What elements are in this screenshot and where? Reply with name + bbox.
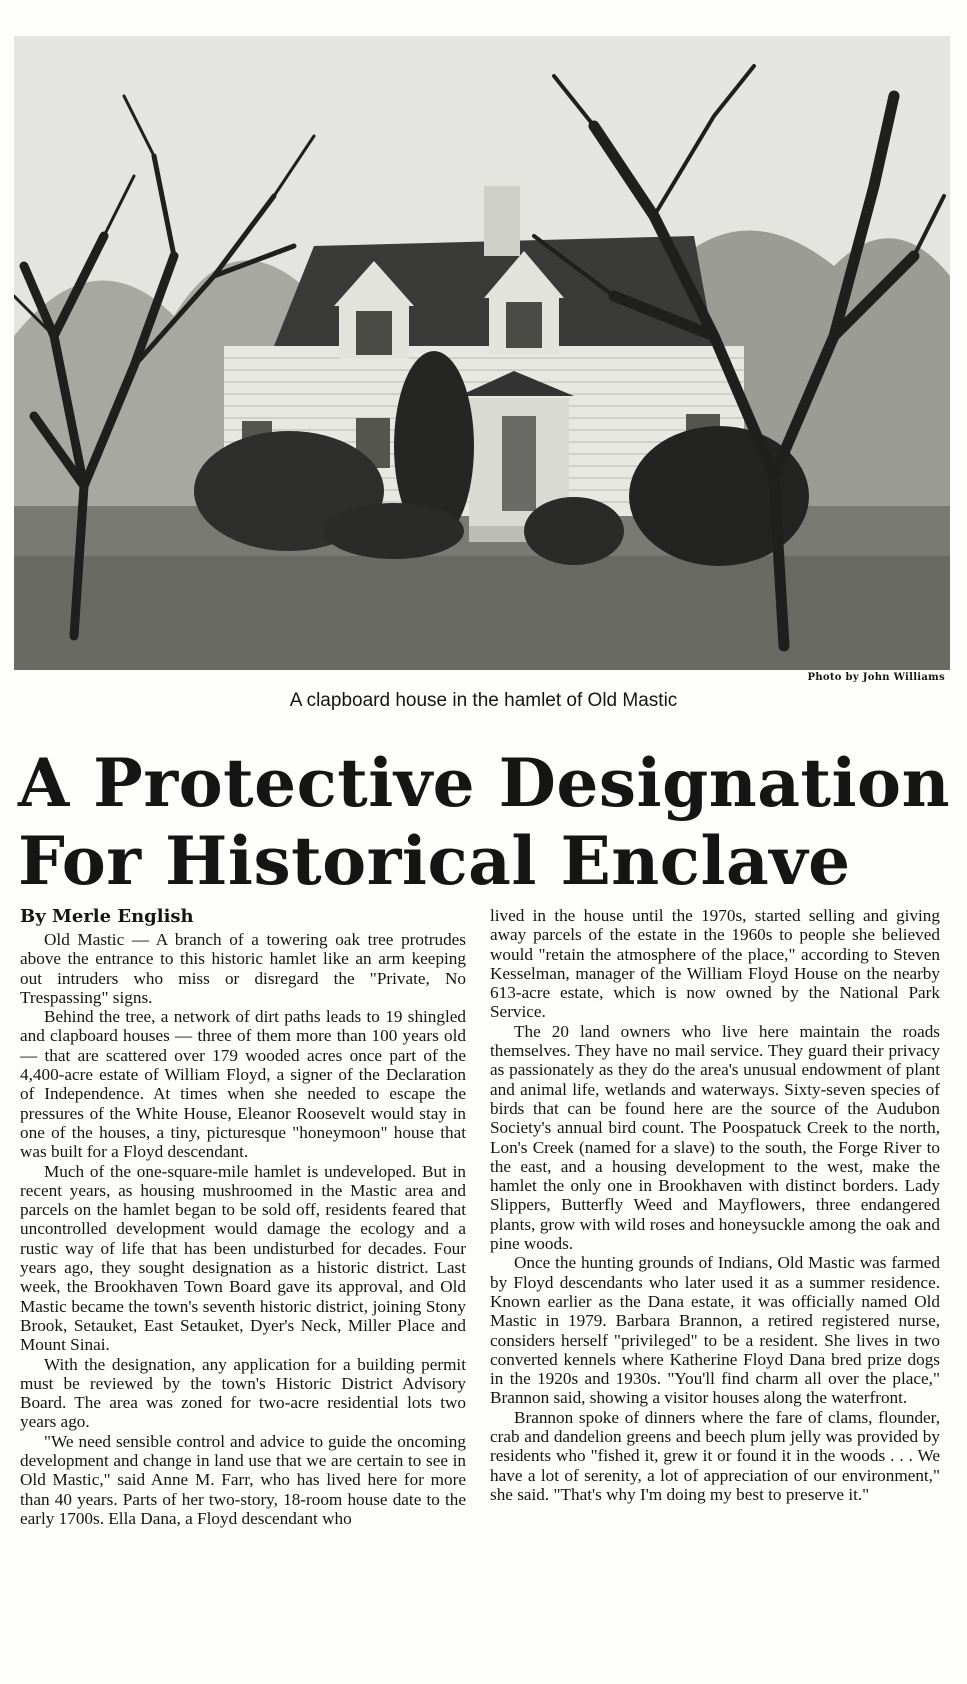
paragraph: Brannon spoke of dinners where the fare of clams, flounder, crab and dandelion greens and beech plum jelly was provided by residents who "fished it, grew it or found it in the woods . . . We have a lot of serenity, a lot of appreciation of our environment," she said. "That's why I'm doing my best to preserve it." — [490, 1407, 940, 1504]
paragraph: Much of the one-square-mile hamlet is undeveloped. But in recent years, as housing mushroomed in the Mastic area and parcels on the hamlet began to be sold off, residents feared that uncontrolled development would damage the ecology and a rustic way of life that has been undisturbed for decades. Four years ago, they sought designation as a historic district. Last week, the Brookhaven Town Board gave its approval, and Old Mastic became the town's seventh historic district, joining Stony Brook, Setauket, East Setauket, Dyer's Neck, Miller Place and Mount Sinai. — [20, 1161, 466, 1355]
paragraph: With the designation, any application for a building permit must be reviewed by the town's Historic District Advisory Board. The area was zoned for two-acre residential lots two years ago. — [20, 1354, 466, 1432]
paragraph: Behind the tree, a network of dirt paths leads to 19 shingled and clapboard houses — three of them more than 100 years old — that are scattered over 179 wooded acres once part of the 4,400-acre estate of William Floyd, a signer of the Declaration of Independence. At times when she needed to escape the pressures of the White House, Eleanor Roosevelt would stay in one of the houses, a tiny, picturesque "honeymoon" house that was built for a Floyd descendant. — [20, 1007, 466, 1162]
byline: By Merle English — [20, 906, 194, 927]
headline — [18, 744, 958, 900]
house-photo — [14, 36, 950, 670]
paragraph: Once the hunting grounds of Indians, Old Mastic was farmed by Floyd descendants who later used it as a summer residence. Known earlier as the Dana estate, it was officially named Old Mastic in 1979. Barbara Brannon, a retired registered nurse, considers herself "privileged" to be a resident. She lives in two converted kennels where Katherine Floyd Dana bred prize dogs in the 1920s and 1930s. "You'll find charm all over the place," Brannon said, showing a visitor houses along the waterfront. — [490, 1253, 940, 1408]
paragraph: The 20 land owners who live here maintain the roads themselves. They have no mail service. They guard their privacy as passionately as they do the area's unusual endowment of plant and animal life, wetlands and waterways. Sixty-seven species of birds that can be found here are the source of the Audubon Society's annual bird count. The Poospatuck Creek to the north, Lon's Creek (named for a slave) to the south, the Forge River to the east, and a housing development to the west, make the hamlet the only one in Brookhaven with distinct borders. Lady Slippers, Butterfly Weed and Mayflowers, three endangered plants, grow with wild roses and honeysuckle among the oak and pine woods. — [490, 1021, 940, 1254]
headline-line-1: A Protective Designation — [18, 744, 951, 822]
article-column-left — [20, 906, 466, 1528]
article-column-right — [490, 906, 940, 1504]
paragraph: Old Mastic — A branch of a towering oak tree protrudes above the entrance to this historic hamlet like an arm keeping out intruders who miss or disregard the "Private, No Trespassing" signs. — [20, 930, 466, 1007]
photo-caption: A clapboard house in the hamlet of Old Mastic — [289, 690, 678, 711]
photo-credit: Photo by John Williams — [807, 672, 945, 683]
headline-line-2: For Historical Enclave — [18, 822, 851, 900]
clapboard-house-illustration — [14, 36, 950, 670]
paragraph-continuation: lived in the house until the 1970s, started selling and giving away parcels of the estate in the 1960s to people she believed would "retain the atmosphere of the place," according to Steven Kesselman, manager of the William Floyd House on the nearby 613-acre estate, which is now owned by the National Park Service. — [490, 906, 940, 1022]
paragraph: "We need sensible control and advice to guide the oncoming development and change in land use that we are certain to see in Old Mastic," said Anne M. Farr, who has lived here for more than 40 years. Parts of her two-story, 18-room house date to the early 1700s. Ella Dana, a Floyd descendant who — [20, 1431, 466, 1528]
